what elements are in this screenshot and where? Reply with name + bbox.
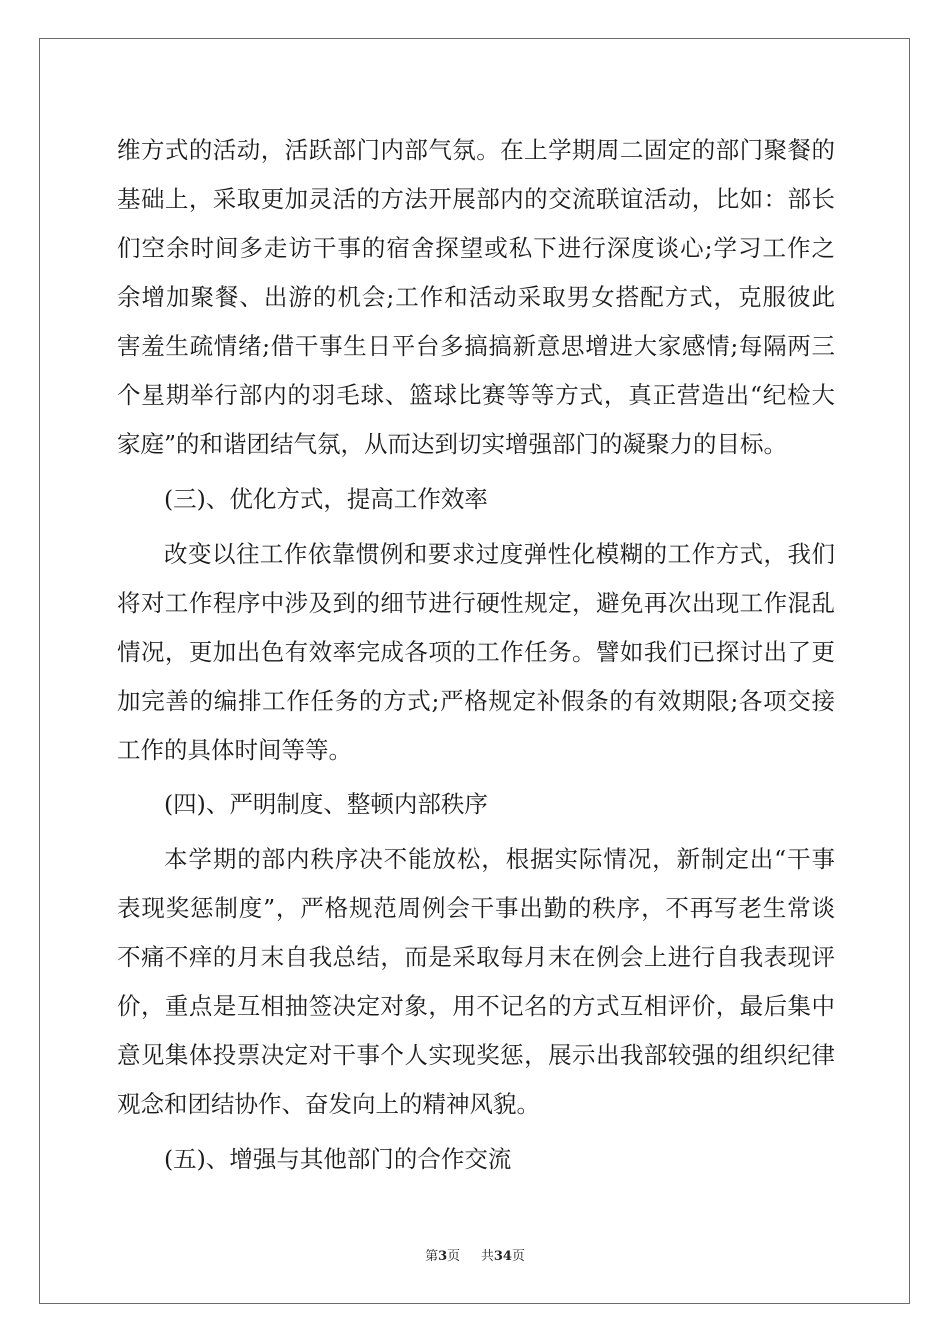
paragraph-line: 家庭”的和谐团结气氛，从而达到切实增强部门的凝聚力的目标。 [117, 430, 788, 458]
paragraph-line: 基础上，采取更加灵活的方法开展部内的交流联谊活动，比如：部长 [117, 185, 835, 213]
paragraph-line: 工作的具体时间等等。 [117, 736, 352, 764]
section-heading-4: (四)、严明制度、整顿内部秩序 [164, 790, 488, 818]
paragraph-line: 改变以往工作依靠惯例和要求过度弹性化模糊的工作方式，我们 [164, 540, 835, 568]
paragraph-line: 加完善的编排工作任务的方式;严格规定补假条的有效期限;各项交接 [117, 687, 835, 715]
current-page-number: 3 [438, 1249, 448, 1264]
total-label: 共 [480, 1249, 494, 1264]
paragraph-line: 价，重点是互相抽签决定对象，用不记名的方式互相评价，最后集中 [117, 992, 835, 1020]
paragraph-line: 意见集体投票决定对干事个人实现奖惩，展示出我部较强的组织纪律 [117, 1041, 835, 1069]
paragraph-line: 不痛不痒的月末自我总结，而是采取每月末在例会上进行自我表现评 [117, 943, 835, 971]
paragraph-line: 观念和团结协作、奋发向上的精神风貌。 [117, 1090, 540, 1118]
paragraph-line: 们空余时间多走访干事的宿舍探望或私下进行深度谈心;学习工作之 [117, 234, 835, 262]
paragraph-line: 个星期举行部内的羽毛球、篮球比赛等等方式，真正营造出“纪检大 [117, 381, 835, 409]
section-heading-3: (三)、优化方式，提高工作效率 [164, 485, 488, 513]
page-footer [0, 1248, 950, 1266]
paragraph-line: 维方式的活动，活跃部门内部气氛。在上学期周二固定的部门聚餐的 [117, 136, 835, 164]
page-label: 第 [425, 1249, 439, 1264]
paragraph-line: 余增加聚餐、出游的机会;工作和活动采取男女搭配方式，克服彼此 [117, 283, 835, 311]
total-suffix: 页 [511, 1249, 525, 1264]
paragraph-line: 情况，更加出色有效率完成各项的工作任务。譬如我们已探讨出了更 [117, 638, 835, 666]
section-heading-5: (五)、增强与其他部门的合作交流 [164, 1145, 512, 1173]
page-suffix: 页 [447, 1249, 461, 1264]
paragraph-line: 害羞生疏情绪;借干事生日平台多搞搞新意思增进大家感情;每隔两三 [117, 332, 835, 360]
paragraph-line: 表现奖惩制度”，严格规范周例会干事出勤的秩序，不再写老生常谈 [117, 894, 835, 922]
paragraph-line: 本学期的部内秩序决不能放松，根据实际情况，新制定出“干事 [164, 845, 835, 873]
paragraph-line: 将对工作程序中涉及到的细节进行硬性规定，避免再次出现工作混乱 [117, 589, 835, 617]
total-page-count: 34 [493, 1249, 512, 1264]
